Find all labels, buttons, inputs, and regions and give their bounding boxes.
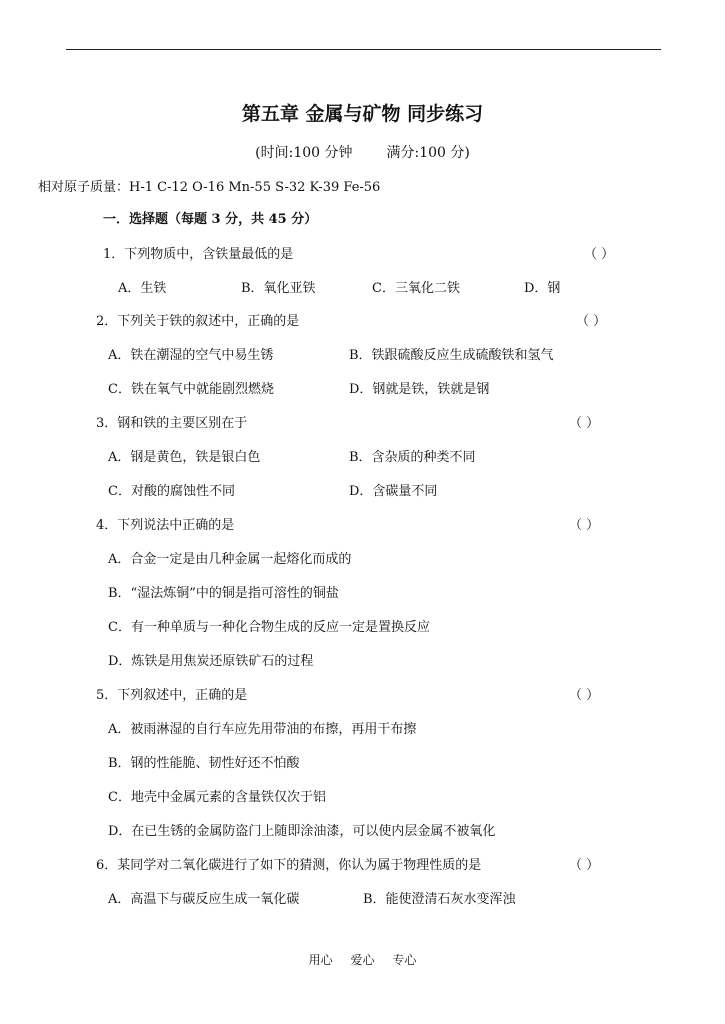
option: A．铁在潮湿的空气中易生锈 xyxy=(108,348,274,363)
header-rule xyxy=(66,49,661,50)
option: B．“湿法炼铜”中的铜是指可溶性的铜盐 xyxy=(108,586,339,601)
option: A．钢是黄色，铁是银白色 xyxy=(108,450,261,465)
option: C．三氧化二铁 xyxy=(372,281,460,296)
question-stem: 2．下列关于铁的叙述中，正确的是 xyxy=(96,314,300,329)
option: B．钢的性能脆、韧性好还不怕酸 xyxy=(108,756,300,771)
exam-info xyxy=(0,145,725,161)
atomic-masses: 相对原子质量：H-1 C-12 O-16 Mn-55 S-32 K-39 Fe-56 xyxy=(38,180,381,195)
footer-word: 用心 xyxy=(308,953,333,967)
option: D．钢就是铁，铁就是钢 xyxy=(349,382,490,397)
question-stem: 5．下列叙述中，正确的是 xyxy=(96,688,248,703)
option: C．对酸的腐蚀性不同 xyxy=(108,484,235,499)
option: B．含杂质的种类不同 xyxy=(349,450,476,465)
option: A．生铁 xyxy=(118,281,167,296)
page-title: 第五章 金属与矿物 同步练习 xyxy=(241,103,484,125)
option: C．有一种单质与一种化合物生成的反应一定是置换反应 xyxy=(108,620,430,635)
answer-paren: （ ） xyxy=(584,247,615,262)
answer-paren: （ ） xyxy=(569,858,600,873)
option: D．炼铁是用焦炭还原铁矿石的过程 xyxy=(108,654,314,669)
question-stem: 4．下列说法中正确的是 xyxy=(96,518,235,533)
answer-paren: （ ） xyxy=(569,688,600,703)
option: B．氧化亚铁 xyxy=(241,281,316,296)
exam-full-score: 满分:100 分) xyxy=(386,145,470,161)
section-title: 一．选择题（每题 3 分，共 45 分） xyxy=(103,212,318,227)
question-stem: 6．某同学对二氧化碳进行了如下的猜测，你认为属于物理性质的是 xyxy=(96,858,482,873)
option: A．被雨淋湿的自行车应先用带油的布擦，再用干布擦 xyxy=(108,722,417,737)
question-stem: 3．钢和铁的主要区别在于 xyxy=(96,416,248,431)
answer-paren: （ ） xyxy=(569,416,600,431)
option: B．能使澄清石灰水变浑浊 xyxy=(363,892,516,907)
page-footer xyxy=(0,951,725,968)
option: D．钢 xyxy=(524,281,561,296)
question-stem: 1．下列物质中，含铁量最低的是 xyxy=(103,247,294,262)
answer-paren: （ ） xyxy=(576,314,607,329)
exam-time: (时间:100 分钟 xyxy=(255,145,353,161)
option: A．高温下与碳反应生成一氧化碳 xyxy=(108,892,300,907)
option: A．合金一定是由几种金属一起熔化而成的 xyxy=(108,552,352,567)
option: B．铁跟硫酸反应生成硫酸铁和氢气 xyxy=(349,348,554,363)
answer-paren: （ ） xyxy=(569,518,600,533)
option: D．在已生锈的金属防盗门上随即涂油漆，可以使内层金属不被氧化 xyxy=(108,824,496,839)
option: C．铁在氧气中就能剧烈燃烧 xyxy=(108,382,274,397)
option: D．含碳量不同 xyxy=(349,484,438,499)
footer-word: 专心 xyxy=(392,953,417,967)
footer-word: 爱心 xyxy=(350,953,375,967)
option: C．地壳中金属元素的含量铁仅次于铝 xyxy=(108,790,326,805)
